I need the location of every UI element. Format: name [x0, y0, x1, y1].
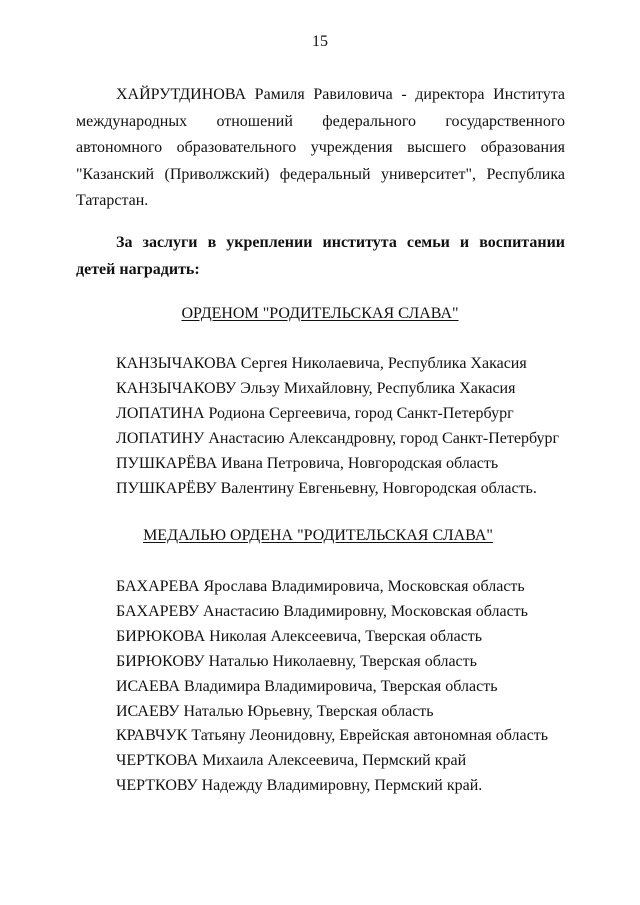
recipient-item: ЛОПАТИНУ Анастасию Александровну, город Санкт-Петербург — [116, 429, 560, 447]
recipient-item: ИСАЕВУ Наталью Юрьевну, Тверская область — [116, 702, 434, 720]
decree-paragraph — [76, 230, 565, 283]
intro-line: автономного образовательного учреждения высшего образования — [76, 139, 565, 156]
recipient-item: ПУШКАРЁВУ Валентину Евгеньевну, Новгородская область. — [116, 479, 537, 497]
recipient-item: БИРЮКОВА Николая Алексеевича, Тверская область — [116, 627, 483, 645]
intro-line: международных отношений федерального государственного — [76, 112, 565, 130]
recipient-item: ИСАЕВА Владимира Владимировича, Тверская область — [116, 677, 498, 695]
intro-line: "Казанский (Приволжский) федеральный университет", Республика — [76, 165, 565, 183]
order-heading: ОРДЕНОМ "РОДИТЕЛЬСКАЯ СЛАВА" — [181, 305, 459, 322]
recipient-item: ПУШКАРЁВА Ивана Петровича, Новгородская область — [116, 454, 499, 472]
medal-recipient-list — [116, 575, 586, 799]
decree-line: детей наградить: — [76, 260, 200, 278]
page-number: 15 — [312, 33, 328, 50]
intro-paragraph — [76, 82, 565, 215]
recipient-item: ЛОПАТИНА Родиона Сергеевича, город Санкт-Петербург — [116, 404, 514, 422]
recipient-item: КРАВЧУК Татьяну Леонидовну, Еврейская автономная область — [116, 727, 548, 745]
recipient-item: БИРЮКОВУ Наталью Николаевну, Тверская область — [116, 652, 477, 670]
decree-line: За заслуги в укреплении института семьи и воспитании — [116, 234, 565, 251]
recipient-item: КАНЗЫЧАКОВУ Эльзу Михайловну, Республика Хакасия — [116, 379, 516, 397]
recipient-item: ЧЕРТКОВУ Надежду Владимировну, Пермский край. — [116, 777, 483, 795]
intro-line: Татарстан. — [76, 192, 149, 209]
recipient-item: КАНЗЫЧАКОВА Сергея Николаевича, Республика Хакасия — [116, 355, 527, 372]
order-recipient-list — [116, 352, 586, 501]
recipient-item: БАХАРЕВА Ярослава Владимировича, Московская область — [116, 578, 525, 595]
recipient-item: БАХАРЕВУ Анастасию Владимировну, Московская область — [116, 602, 528, 620]
recipient-item: ЧЕРТКОВА Михаила Алексеевича, Пермский край — [116, 752, 467, 770]
intro-line: ХАЙРУТДИНОВА Рамиля Равиловича - директора Института — [116, 86, 565, 103]
medal-heading: МЕДАЛЬЮ ОРДЕНА "РОДИТЕЛЬСКАЯ СЛАВА" — [143, 527, 493, 544]
